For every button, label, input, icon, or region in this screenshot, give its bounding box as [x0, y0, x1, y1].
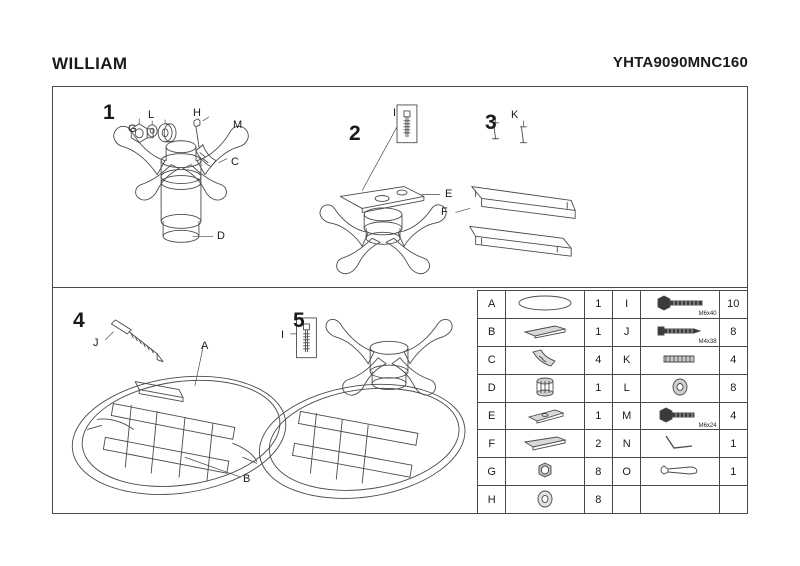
part-icon-side-rail: [506, 430, 584, 458]
part-spec: M6x24: [698, 422, 717, 429]
part-letter: [612, 486, 640, 514]
part-icon-dowel-pin: [641, 346, 719, 374]
table-row: [478, 486, 748, 514]
table-row: [478, 346, 748, 374]
part-icon-tabletop-ellipse: [506, 291, 584, 319]
part-icon-empty: [641, 486, 719, 514]
step1-washer-H: [158, 124, 176, 142]
part-qty: 4: [584, 346, 612, 374]
part-qty: 1: [584, 291, 612, 319]
part-qty: 4: [719, 346, 747, 374]
table-row: [478, 402, 748, 430]
table-row: [478, 458, 748, 486]
part-qty: 1: [719, 430, 747, 458]
table-row: [478, 318, 748, 346]
callout-D: D: [217, 230, 225, 242]
part-icon-wood-screw: [641, 318, 719, 346]
step5-assembly: [252, 319, 473, 511]
part-icon-beam-bracket: [506, 318, 584, 346]
model-number: YHTA9090MNC160: [612, 54, 748, 71]
step1-part-C: [196, 145, 216, 167]
callout-E: E: [445, 188, 453, 200]
part-icon-hex-bolt-short: [641, 402, 719, 430]
part-letter: F: [478, 430, 506, 458]
table-row: [478, 374, 748, 402]
step4-screw-J: [111, 320, 163, 362]
part-icon-allen-key: [641, 430, 719, 458]
step1-column: [161, 141, 201, 243]
step4-tabletop: [65, 363, 294, 507]
part-icon-curved-leg: [506, 346, 584, 374]
part-letter: J: [612, 318, 640, 346]
part-letter: N: [612, 430, 640, 458]
step2-base: [320, 187, 446, 274]
part-qty: 1: [584, 318, 612, 346]
part-qty: 1: [584, 374, 612, 402]
callout-H: H: [193, 107, 201, 119]
sheet-header: [52, 54, 748, 84]
callout-I-step2: I: [393, 107, 397, 119]
step-number-1: 1: [103, 101, 115, 124]
part-qty: 1: [719, 458, 747, 486]
part-letter: E: [478, 402, 506, 430]
part-spec: M4x38: [698, 339, 717, 346]
step1-bolt-M: [194, 119, 200, 147]
part-letter: O: [612, 458, 640, 486]
part-letter: M: [612, 402, 640, 430]
part-qty: 8: [719, 374, 747, 402]
part-letter: D: [478, 374, 506, 402]
diagram-frame: [52, 86, 748, 514]
table-row: [478, 430, 748, 458]
part-qty: 10: [719, 291, 747, 319]
part-qty: [719, 486, 747, 514]
part-letter: I: [612, 291, 640, 319]
part-icon-flat-washer: [506, 486, 584, 514]
callout-L: L: [148, 109, 155, 121]
part-letter: B: [478, 318, 506, 346]
part-letter: K: [612, 346, 640, 374]
part-qty: 8: [719, 318, 747, 346]
callout-K: K: [511, 109, 519, 121]
part-icon-hex-nut: [506, 458, 584, 486]
part-icon-lock-washer: [641, 374, 719, 402]
part-qty: 1: [584, 402, 612, 430]
part-letter: L: [612, 374, 640, 402]
part-letter: C: [478, 346, 506, 374]
part-letter: G: [478, 458, 506, 486]
callout-I-step5: I: [281, 329, 285, 341]
table-row: [478, 291, 748, 319]
callout-A: A: [201, 340, 209, 352]
step1-washer-L: [147, 125, 157, 137]
callout-F: F: [441, 206, 448, 218]
part-icon-hex-bolt-long: [641, 291, 719, 319]
part-icon-wrench: [641, 458, 719, 486]
step-number-2: 2: [349, 122, 361, 145]
part-icon-sleeve-collar: [506, 374, 584, 402]
callout-G: G: [128, 123, 137, 135]
frame-divider: [53, 287, 747, 288]
step1-legs: [114, 126, 249, 200]
part-spec: M6x40: [698, 311, 717, 318]
part-icon-mount-plate: [506, 402, 584, 430]
callout-M: M: [233, 119, 243, 131]
callout-B: B: [243, 473, 251, 485]
brand-name: WILLIAM: [52, 54, 128, 73]
part-qty: 4: [719, 402, 747, 430]
step-number-5: 5: [293, 309, 305, 332]
part-qty: 8: [584, 458, 612, 486]
step3-rails: [470, 123, 576, 256]
part-qty: 2: [584, 430, 612, 458]
step-number-4: 4: [73, 309, 85, 332]
step-number-3: 3: [485, 111, 497, 134]
part-qty: 8: [584, 486, 612, 514]
part-letter: A: [478, 291, 506, 319]
callout-J: J: [93, 337, 99, 349]
parts-list-table: [477, 290, 748, 514]
step2-bolt-I: [397, 105, 417, 143]
part-letter: H: [478, 486, 506, 514]
callout-C: C: [231, 156, 239, 168]
